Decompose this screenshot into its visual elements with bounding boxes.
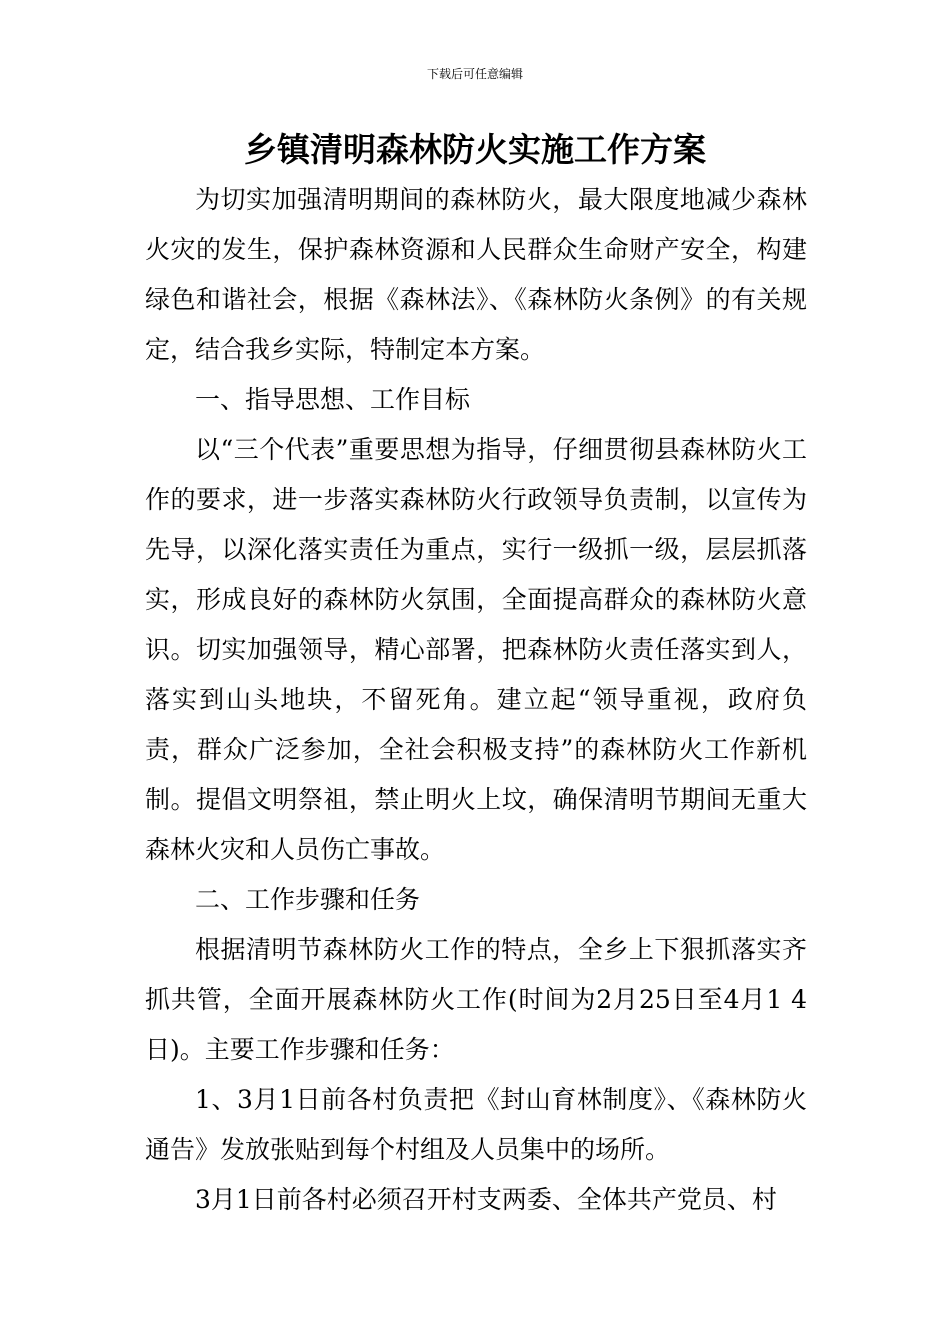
- step-1-paragraph: 1、3月1日前各村负责把《封山育林制度》、《森林防火通告》发放张贴到每个村组及人员集中的场所。: [145, 1085, 807, 1164]
- guiding-paragraph: 以“三个代表”重要思想为指导，仔细贯彻县森林防火工作的要求，进一步落实森林防火行政领导负责制，以宣传为先导，以深化落实责任为重点，实行一级抓一级，层层抓落实，形成良好的森林防火氛围，全面提高群众的森林防火意识。切实加强领导，精心部署，把森林防火责任落实到人，落实到山头地块，不留死角。建立起“领导重视，政府负责，群众广泛参加，全社会积极支持”的森林防火工作新机制。提倡文明祭祖，禁止明火上坟，确保清明节期间无重大森林火灾和人员伤亡事故。: [145, 435, 807, 864]
- section-heading-1: 一、指导思想、工作目标: [195, 385, 471, 414]
- intro-paragraph: 为切实加强清明期间的森林防火，最大限度地减少森林火灾的发生，保护森林资源和人民群众生命财产安全，构建绿色和谐社会，根据《森林法》、《森林防火条例》的有关规定，结合我乡实际，特制定本方案。: [145, 185, 807, 364]
- section-heading-2: 二、工作步骤和任务: [195, 885, 421, 914]
- document-title: 乡镇清明森林防火实施工作方案: [244, 130, 706, 169]
- document-body: [145, 175, 807, 1225]
- header-note: 下载后可任意编辑: [426, 67, 523, 81]
- meeting-paragraph: 3月1日前各村必须召开村支两委、全体共产党员、村: [195, 1185, 777, 1214]
- steps-paragraph: 根据清明节森林防火工作的特点，全乡上下狠抓落实齐抓共管，全面开展森林防火工作(时间为2月25日至4月1 4日)。主要工作步骤和任务：: [145, 935, 807, 1064]
